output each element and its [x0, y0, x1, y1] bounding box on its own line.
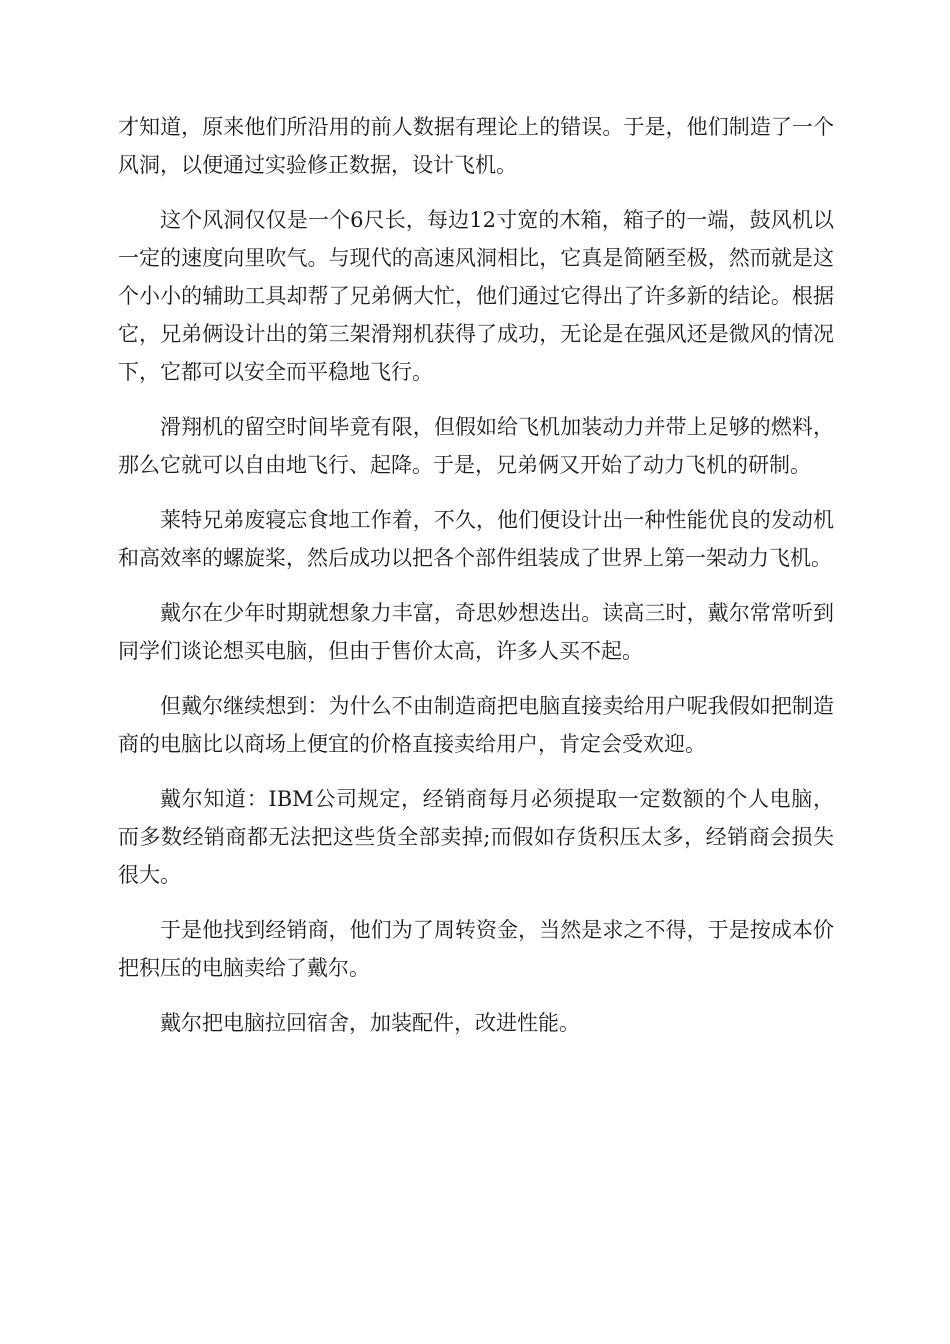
- document-body: [118, 108, 834, 1059]
- paragraph-3: 滑翔机的留空时间毕竟有限，但假如给飞机加装动力并带上足够的燃料，那么它就可以自由地飞行、起降。于是，兄弟俩又开始了动力飞机的研制。: [118, 415, 834, 477]
- paragraph-9: 戴尔把电脑拉回宿舍，加装配件，改进性能。: [160, 1011, 580, 1035]
- paragraph-7: 戴尔知道：IBM公司规定，经销商每月必须提取一定数额的个人电脑，而多数经销商都无法把这些货全部卖掉;而假如存货积压太多，经销商会损失很大。: [118, 787, 834, 887]
- paragraph-5: 戴尔在少年时期就想象力丰富，奇思妙想迭出。读高三时，戴尔常常听到同学们谈论想买电脑，但由于售价太高，许多人买不起。: [118, 601, 834, 663]
- paragraph-6: 但戴尔继续想到：为什么不由制造商把电脑直接卖给用户呢我假如把制造商的电脑比以商场上便宜的价格直接卖给用户，肯定会受欢迎。: [118, 694, 834, 756]
- paragraph-4: 莱特兄弟废寝忘食地工作着，不久，他们便设计出一种性能优良的发动机和高效率的螺旋桨，然后成功以把各个部件组装成了世界上第一架动力飞机。: [118, 508, 834, 570]
- paragraph-1: 才知道，原来他们所沿用的前人数据有理论上的错误。于是，他们制造了一个风洞，以便通过实验修正数据，设计飞机。: [118, 115, 834, 177]
- paragraph-8: 于是他找到经销商，他们为了周转资金，当然是求之不得，于是按成本价把积压的电脑卖给了戴尔。: [118, 918, 834, 980]
- paragraph-2: 这个风洞仅仅是一个6尺长，每边12寸宽的木箱，箱子的一端，鼓风机以一定的速度向里吹气。与现代的高速风洞相比，它真是简陋至极，然而就是这个小小的辅助工具却帮了兄弟俩大忙，他们通过它得出了许多新的结论。根据它，兄弟俩设计出的第三架滑翔机获得了成功，无论是在强风还是微风的情况下，它都可以安全而平稳地飞行。: [118, 208, 834, 384]
